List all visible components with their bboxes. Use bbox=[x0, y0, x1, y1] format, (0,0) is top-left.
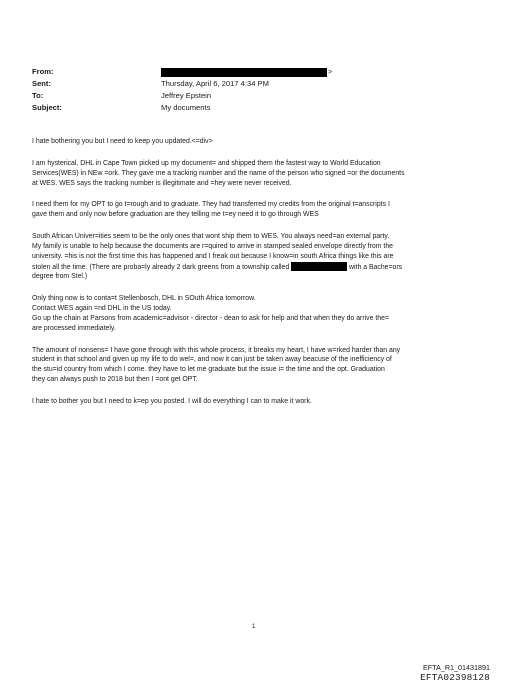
body-line: South African Univer=ities seem to be the only ones that wont ship them to WES. You always need=an external party. bbox=[32, 232, 390, 240]
redaction-box bbox=[291, 262, 347, 271]
email-header bbox=[32, 66, 332, 114]
subject-row bbox=[32, 102, 332, 114]
paragraph-6 bbox=[32, 346, 482, 386]
body-line: My family is unable to help because the documents are r=quired to arrive in stamped sealed envelope directly from the bbox=[32, 242, 393, 250]
to-row bbox=[32, 90, 332, 102]
from-row bbox=[32, 66, 332, 78]
sent-row bbox=[32, 78, 332, 90]
from-label: From: bbox=[32, 67, 54, 76]
body-line: I hate to bother you but I need to k=ep you posted. I will do everything I can to make it work. bbox=[32, 398, 312, 405]
email-body bbox=[32, 137, 482, 419]
subject-value: My documents bbox=[161, 103, 211, 112]
body-line: at WES. WES says the tracking number is illegitimate and =hey were never received. bbox=[32, 179, 292, 187]
paragraph-1 bbox=[32, 137, 482, 147]
bates-number-primary: EFTA_R1_01431891 bbox=[423, 663, 490, 672]
page-number: 1 bbox=[252, 624, 256, 630]
body-line: I am hysterical, DHL in Cape Town picked up my document= and shipped them the fastest way to World Education bbox=[32, 159, 381, 167]
redaction-box bbox=[161, 68, 327, 77]
paragraph-7 bbox=[32, 397, 482, 407]
body-line: with a Bache=ors bbox=[349, 263, 403, 271]
paragraph-2 bbox=[32, 159, 482, 189]
body-line: the stu=id country from which I come. they have to let me graduate but the issue i= the time and the opt. Graduation bbox=[32, 366, 385, 374]
body-line: are processed immediately. bbox=[32, 324, 116, 332]
bates-number-secondary: EFTA02398128 bbox=[420, 672, 490, 683]
subject-label: Subject: bbox=[32, 103, 62, 112]
body-line: Services(WES) in NEw =ork. They gave me a tracking number and the name of the person who signed =or the documents bbox=[32, 169, 405, 177]
body-line: stolen all the time. (There are proba=ly already 2 dark greens from a township called bbox=[32, 263, 290, 271]
paragraph-5 bbox=[32, 294, 482, 334]
body-line: Only thing now is to conta=t Stellenbosch, DHL in SOuth Africa tomorrow. bbox=[32, 295, 256, 303]
body-line: The amount of nonsens= I have gone through with this whole process, it breaks my heart, I have w=rked harder than any bbox=[32, 346, 401, 354]
body-line: I hate bothering you but I need to keep you updated.<=div> bbox=[32, 138, 213, 145]
body-line: gave them and only now before graduation are they telling me t=ey need it to go through WES bbox=[32, 211, 319, 219]
sent-value: Thursday, April 6, 2017 4:34 PM bbox=[161, 79, 269, 88]
body-line: I need them for my OPT to go t=rough and to graduate. They had transferred my credits from the original t=anscripts I bbox=[32, 201, 390, 209]
body-line: Go up the chain at Parsons from academic=advisor - director - dean to ask for help and that when they do arrive the= bbox=[32, 314, 389, 322]
paragraph-4 bbox=[32, 232, 482, 283]
body-line: university. =his is not the first time this has happened and I freak out because I know=in south Africa things like this are bbox=[32, 252, 394, 260]
body-line: degree from Stel.) bbox=[32, 273, 88, 281]
to-label: To: bbox=[32, 91, 44, 100]
paragraph-3 bbox=[32, 200, 482, 220]
sent-label: Sent: bbox=[32, 79, 51, 88]
from-tail: > bbox=[328, 69, 333, 76]
body-line: Contact WES again =nd DHL in the US today. bbox=[32, 305, 172, 313]
to-value: Jeffrey Epstein bbox=[161, 91, 212, 100]
body-line: they can always push to 2018 but then I =ont get OPT. bbox=[32, 376, 198, 384]
body-line: student in that school and given up my life to do wel=, and now it can just be taken away beacuse of the inefficiency of bbox=[32, 356, 392, 364]
